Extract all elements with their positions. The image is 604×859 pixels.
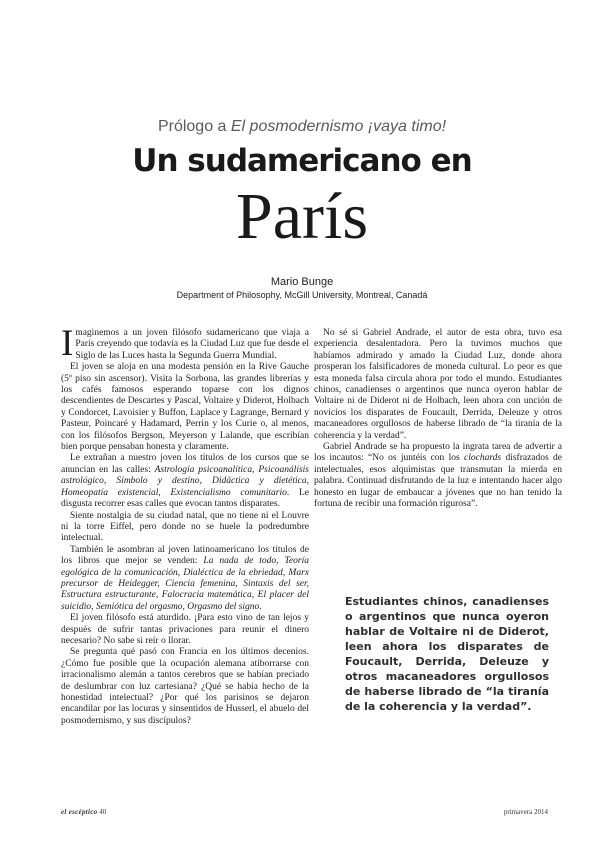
body-column-right (314, 328, 562, 511)
paragraph (61, 453, 309, 510)
magazine-name: el escéptico (61, 808, 98, 816)
drop-cap: I (61, 323, 74, 364)
article-title-line2: París (236, 180, 368, 253)
paragraph-text: . (259, 601, 262, 612)
footer-left (61, 808, 106, 816)
paragraph-text: Gabriel Andrade se ha propuesto la ingrata tarea de advertir a los incautos: “No os juntéis con los (314, 442, 562, 464)
book-titles: La nada de todo, Teoría egológica de la comunicación, Dialéctica de la ebriedad, Marx precursor de Heidegger, Ciencia femenina, Sintaxis del ser, Estructura estructurante, Falocracia matemática, El placer del suicidio, Semiótica del orgasmo, Orgasmo del signo (61, 556, 309, 612)
paragraph (61, 323, 309, 364)
italic-word: clochards (464, 453, 502, 464)
paragraph-text: maginemos a un joven filósofo sudamericano que viaja a París creyendo que todavía es la Ciudad Luz que fue desde el Siglo de las Luces hasta la Segunda Guerra Mundial. (75, 328, 309, 361)
article-kicker (0, 118, 604, 136)
issue-date: primavera 2014 (503, 808, 548, 816)
paragraph-text: . Le disgusta recorrer esas calles que evocan tantos disparates. (61, 487, 309, 510)
paragraph (314, 442, 562, 510)
kicker-prefix: Prólogo a (157, 118, 231, 135)
paragraph-text: También le asombran al joven latinoamericano los títulos de los libros que mejor se venden: (61, 544, 309, 567)
paragraph-text: disfrazados de intelectuales, esos alquimistas que transmutan la mierda en palabra. Continuad disfrutando de la luz e intentando hacer algo honesto en lugar de embaucar a jóvenes que no han tenido la fortuna de recibir una formación rigurosa”. (314, 453, 562, 510)
paragraph: El joven se aloja en una modesta pensión en la Rive Gauche (5º piso sin ascensor). Visita la Sorbona, las grandes librerías y los cafés famosos esperando toparse con los dignos descendientes de Descartes y Pascal, Voltaire y Diderot, Holbach y Condorcet, Lavoisier y Buffon, Laplace y Lagrange, Bernard y Pasteur, Poincaré y Hadamard, Perrin y los Curie o, al menos, con los filósofos Bergson, Meyerson y Lalande, que escribían bien porque pensaban honesta y claramente. (61, 362, 309, 453)
paragraph: No sé si Gabriel Andrade, el autor de esta obra, tuvo esa experiencia desalentadora. Pero la tuvimos muchos que habíamos admirado y amado la Ciudad Luz, donde ahora prosperan los falsificadores de moneda cultural. Lo peor es que esta moneda falsa circula ahora por todo el mundo. Estudiantes chinos, canadienses o argentinos que nunca oyeron hablar de Voltaire ni de Diderot ni de Holbach, leen ahora con unción de novicios los disparates de Foucault, Derrida, Deleuze y otros macaneadores orgullosos de haberse librado de “la tiranía de la coherencia y la verdad”. (314, 328, 562, 441)
paragraph (61, 545, 309, 613)
course-titles: Astrología psicoanalítica, Psicoanálisis astrológico, Símbolo y destino, Didáctica y dietética, Homeopatía existencial, Existencialismo comunitario (61, 464, 310, 498)
paragraph: Siente nostalgia de su ciudad natal, que no tiene ni el Louvre ni la torre Eiffel, pero donde no se huele la podredumbre intelectual. (61, 510, 309, 544)
body-column-left (61, 323, 310, 727)
page-number: 40 (99, 808, 107, 816)
pull-quote: Estudiantes chinos, canadienses o argentinos que nunca oyeron hablar de Voltaire ni de Diderot, leen ahora los disparates de Foucault, Derrida, Deleuze y otros macaneadores orgullosos de haberse librado de “la tiranía de la coherencia y la verdad”. (345, 595, 549, 713)
kicker-book-title: El posmodernismo ¡vaya timo! (230, 118, 447, 135)
article-title-line1: Un sudamericano en (132, 143, 472, 179)
paragraph: Se pregunta qué pasó con Francia en los últimos decenios. ¿Cómo fue posible que la ocupación alemana atiborrarse con irracionalismo alemán a tantos cerebros que se habían preciado de deslumbrar con luz cartesiana? ¿Qué se había hecho de la honestidad intelectual? ¿Por qué los parisinos se dejaron encandilar por las locuras y sinsentidos de Husserl, el abuelo del posmodernismo, y sus discípulos? (61, 647, 309, 726)
paragraph: El joven filósofo está aturdido. ¡Para esto vino de tan lejos y después de sufrir tantas privaciones para reunir el dinero necesario? No sabe si reír o llorar. (61, 613, 309, 646)
author-name: Mario Bunge (270, 276, 334, 288)
author-affiliation: Department of Philosophy, McGill University, Montreal, Canadá (176, 290, 428, 300)
paragraph-text: Le extrañan a nuestro joven los títulos de los cursos que se anuncian en las calles: (61, 453, 309, 475)
